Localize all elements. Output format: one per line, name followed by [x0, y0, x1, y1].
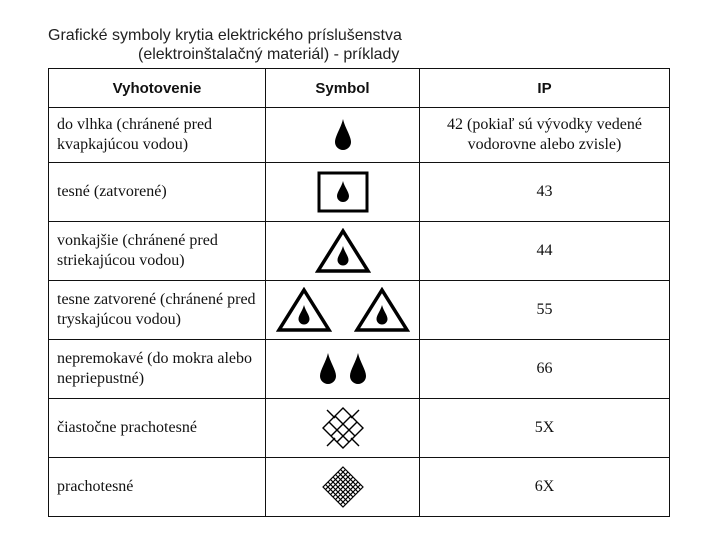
row-ip [420, 399, 670, 458]
dense-grid-icon [321, 465, 365, 509]
row-ip [420, 458, 670, 517]
table-row [49, 458, 670, 517]
description-text: prachotesné [57, 478, 134, 495]
ip-text: 55 [536, 301, 553, 318]
description-text: čiastočne prachotesné [57, 419, 197, 436]
drop-in-triangle-icon [354, 287, 410, 333]
table-row [49, 399, 670, 458]
row-description [49, 281, 266, 340]
drop-in-triangle-icon [315, 228, 371, 274]
table-row [49, 222, 670, 281]
drop-icon [318, 352, 338, 386]
row-description [49, 108, 266, 163]
title-line-1: Grafické symboly krytia elektrického príslušenstva [48, 27, 402, 44]
ip-text: 44 [536, 242, 553, 259]
row-symbol [266, 163, 420, 222]
row-ip [420, 108, 670, 163]
ip-symbols-table [48, 68, 670, 517]
row-ip [420, 222, 670, 281]
ip-text: 6X [534, 478, 555, 495]
header-design: Vyhotovenie [49, 69, 266, 108]
description-text: tesne zatvorené (chránené pred tryskajúcou vodou) [57, 291, 256, 328]
drop-icon [333, 118, 353, 152]
row-symbol [266, 399, 420, 458]
row-symbol [266, 108, 420, 163]
description-text: vonkajšie (chránené pred striekajúcou vodou) [57, 232, 218, 269]
two-drops-icon [266, 352, 419, 386]
drop-icon [348, 352, 368, 386]
ip-text: 5X [534, 419, 555, 436]
sparse-grid-icon [321, 406, 365, 450]
row-symbol [266, 222, 420, 281]
ip-text: 42 (pokiaľ sú vývodky vedené vodorovne alebo zvisle) [447, 116, 642, 153]
table-row [49, 281, 670, 340]
header-ip: IP [420, 69, 670, 108]
row-description [49, 222, 266, 281]
row-ip [420, 340, 670, 399]
ip-text: 43 [536, 183, 553, 200]
table-row [49, 340, 670, 399]
row-description [49, 458, 266, 517]
row-ip [420, 163, 670, 222]
row-description [49, 399, 266, 458]
table-header-row [49, 69, 670, 108]
drop-in-triangle-icon [276, 287, 332, 333]
ip-text: 66 [536, 360, 553, 377]
table-row [49, 108, 670, 163]
row-symbol [266, 340, 420, 399]
header-symbol: Symbol [266, 69, 420, 108]
title-line-2: (elektroinštalačný materiál) - príklady [138, 46, 400, 63]
row-symbol [266, 281, 420, 340]
drop-in-square-icon [317, 171, 369, 213]
row-description [49, 163, 266, 222]
description-text: nepremokavé (do mokra alebo nepriepustné) [57, 350, 253, 387]
row-description [49, 340, 266, 399]
row-ip [420, 281, 670, 340]
table-row [49, 163, 670, 222]
row-symbol [266, 458, 420, 517]
description-text: do vlhka (chránené pred kvapkajúcou vodou) [57, 116, 213, 153]
page-title [48, 26, 402, 64]
description-text: tesné (zatvorené) [57, 183, 167, 200]
two-drops-in-triangles-icon [266, 287, 419, 333]
